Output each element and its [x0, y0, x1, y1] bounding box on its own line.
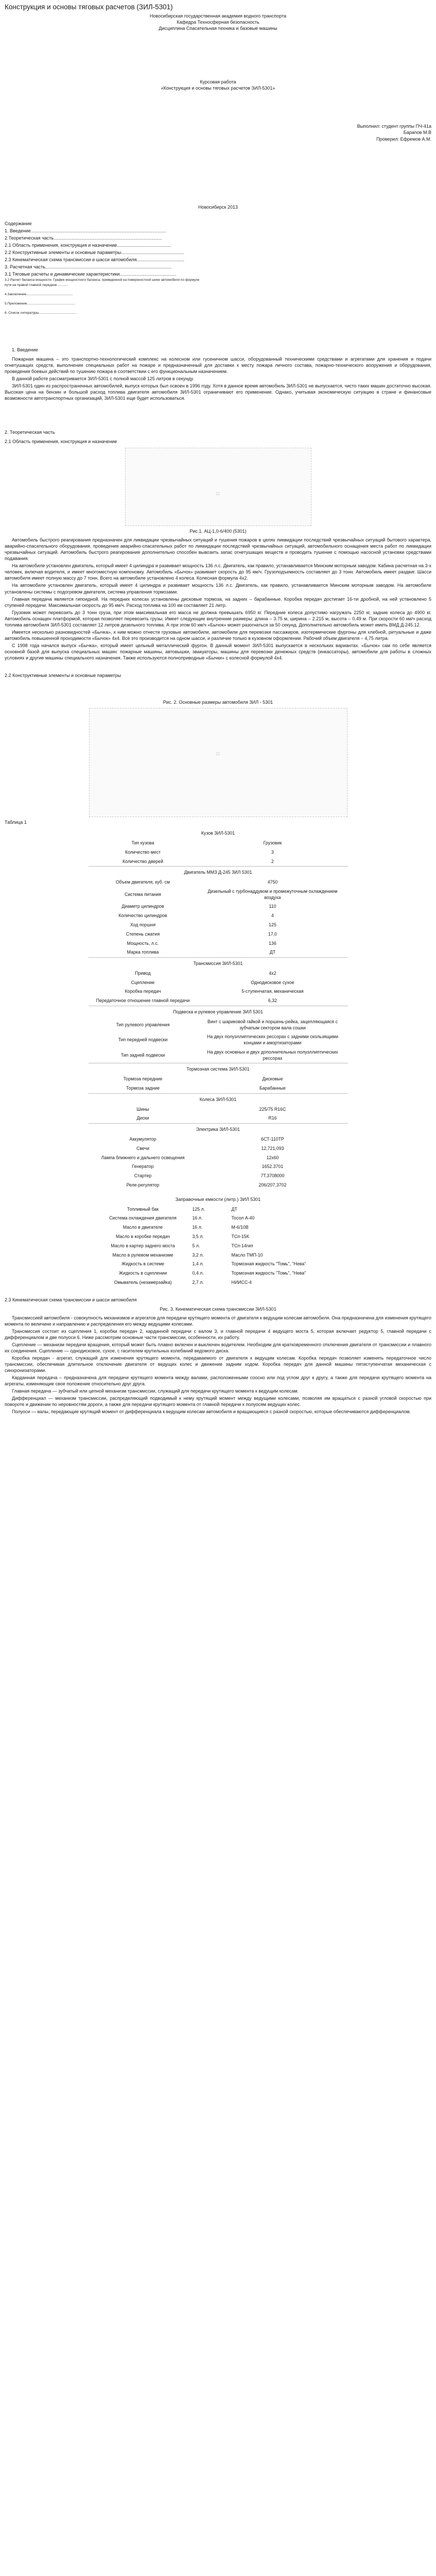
table-section-row	[89, 827, 348, 839]
table-cell-param: Мощность, л.с.	[127, 940, 159, 946]
table-cell-param: Тип задней подвески	[120, 1052, 165, 1058]
toc-item[interactable]: 2.2 Конструктивные элементы и основные параметры.................................................	[5, 249, 184, 255]
fuel-cell-quantity: 125 л.	[192, 1206, 205, 1212]
table-cell-param: Тип кузова	[131, 840, 154, 845]
table-cell-param: Диаметр цилиндров	[121, 904, 164, 909]
paragraph: Коробка передач - агрегат, служащий для изменения крутящего момента, передаваемого от двигателя к ведущим колесам. Коробка передач позволяет изменять передаточное число трансмиссии, обеспечивая длительное отключение двигателя от ведущих колес и движение задним ходом. Коробка передач для данной машины пятиступенчатая механическая с синхронизаторами.	[5, 1355, 431, 1374]
fuel-table-caption: Заправочные емкости (литр.) ЗИЛ 5301	[175, 1196, 261, 1202]
table-cell-param: Лампа ближнего и дальнего освещения	[101, 1155, 185, 1160]
section-2-1-heading: 2.1 Область применения, конструкция и назначение	[5, 439, 117, 445]
paragraph: На автомобиле установлен двигатель, который имеет 4 цилиндра и развивает мощность 136 л.с. Двигатель, как правило, устанавливается Минским моторным заводом. Кабина расчетная на 3-х человек, включая водителя, и имеет многоместную компоновку. Автомобиль «Бычок» развивает скорость до 95 км/ч. Грузоподъемность составляет до 3 тонн. Автомобиль имеет раздвиг. Шасси автомобиля имеет полную массу до 7 тонн. Всего на автомобиле установлено 4 колеса. Колесная формула 4х2.	[5, 563, 431, 581]
table-cell-param: Система питания	[125, 891, 161, 897]
table-cell-param: Привод	[135, 970, 151, 976]
table-row	[89, 987, 348, 996]
table-cell-param: Тип рулевого управления	[116, 1022, 170, 1027]
fuel-cell-quantity: 0,4 л.	[192, 1270, 204, 1276]
fuel-cell-name: Масло в двигателе	[123, 1225, 163, 1230]
fuel-cell-material: Тормозная жидкость "Томь", "Нева"	[231, 1261, 306, 1267]
table-cell-param: Коробка передач	[125, 989, 161, 994]
table-row	[89, 878, 348, 887]
fuel-cell-quantity: 5 л.	[192, 1243, 200, 1248]
section-2-2-heading: 2.2 Конструктивные элементы и основные параметры	[5, 673, 121, 679]
paragraph: Сцепление — механизм передачи вращения, который может быть плавно включен и выключен водителем. Необходим для кратковременного отключения двигателя от трансмиссии и плавного их соединения. Сцепление — однодисковое, сухое, с гасителем крутильных колебаний ведомого диска.	[5, 1342, 431, 1354]
fuel-capacity-table	[98, 1205, 339, 1287]
fuel-cell-quantity: 2,7 л.	[192, 1279, 204, 1285]
table-cell-value: 7Т.3708000	[260, 1173, 285, 1179]
toc-item[interactable]: 2.3 Кинематическая схема трансмиссии и шасси автомобиля.....................................	[5, 257, 184, 262]
table-row	[89, 1154, 348, 1163]
paragraph: На автомобиле установлен двигатель, который имеет 4 цилиндра и развивает мощность 136 л.с. Двигатель, как правило, устанавливается Минским моторным заводом. На автомобиле установлены системы с подогревом двигателя, система управления тормозами.	[5, 583, 431, 595]
toc-item[interactable]: 5.Приложение....................................................	[5, 302, 76, 306]
fuel-cell-quantity: 3,2 л.	[192, 1252, 204, 1258]
table-cell-param: Свечи	[136, 1145, 150, 1151]
paragraph: Трансмиссия состоит из сцепления 1, коробки передач 2, карданной передачи с валом 3, и главной передачи 4 ведущего моста 5, которая включает редуктор 5, главной передачи с дифференциалом и две полуоси 6. Ниже рассмотрим основные части трансмиссии, особенности, их работу.	[5, 1328, 431, 1340]
table-row	[98, 1260, 339, 1269]
table-row	[89, 969, 348, 978]
paragraph: Главная передача — зубчатый или цепной механизм трансмиссии, служащий для передачи крутящего момента к ведущим колесам.	[12, 1388, 299, 1394]
table-cell-value: 5-ступенчатая, механическая	[241, 989, 304, 994]
table-row	[89, 930, 348, 939]
table-row	[89, 921, 348, 930]
fuel-cell-name: Масло в коробке передач	[115, 1234, 170, 1240]
figure-1-image	[125, 448, 311, 526]
table-cell-param: Аккумулятор	[129, 1136, 156, 1142]
fuel-cell-material: НИИСС-4	[231, 1279, 252, 1285]
table-of-contents	[5, 221, 431, 316]
table-section-row	[89, 1006, 348, 1018]
figure-3-caption: Рис. 3. Кинематическая схема трансмиссии ЗИЛ-5301	[160, 1306, 276, 1312]
table-cell-value: Барабанные	[259, 1086, 286, 1091]
org-line: Кафедра Техносферная безопасность	[177, 20, 259, 25]
table-row	[89, 1032, 348, 1048]
table-row	[98, 1232, 339, 1242]
table-section-title: Кузов ЗИЛ-5301	[201, 831, 235, 836]
table-row	[89, 1162, 348, 1172]
table-row	[98, 1278, 339, 1287]
toc-item[interactable]: 3. Расчетная часть..................................................................................................	[5, 264, 172, 269]
toc-item[interactable]: 6. Список литературы.........................................	[5, 311, 77, 315]
table-section-row	[89, 1063, 348, 1075]
table-cell-param: Объем двигателя, куб. см	[115, 879, 170, 885]
table-cell-value: 6,32	[268, 998, 277, 1004]
figure-2-caption: Рис. 2. Основные размеры автомобиля ЗИЛ - 5301	[163, 700, 273, 705]
table-cell-param: Количество цилиндров	[118, 913, 167, 919]
fuel-cell-name: Масло в картер заднего моста	[111, 1243, 175, 1248]
table-row	[89, 1075, 348, 1084]
toc-label: Содержание	[5, 221, 32, 226]
fuel-cell-material: Масло ТМП-10	[231, 1252, 263, 1258]
table-cell-value: 206/207.3702	[258, 1182, 287, 1188]
fuel-cell-name: Жидкость в системе	[121, 1261, 165, 1267]
section-2-3-heading: 2.3 Кинематическая схема трансмиссии и шасси автомобиля	[5, 1297, 137, 1302]
table-section-row	[89, 1093, 348, 1105]
table-cell-param: Тормоза передние	[123, 1076, 163, 1082]
table-row	[89, 939, 348, 948]
fuel-cell-name: Омыватель (незамерзайка)	[114, 1279, 172, 1285]
fuel-cell-quantity: 3,5 л.	[192, 1234, 204, 1240]
table-cell-param: Степень сжатия	[126, 931, 160, 937]
table-row	[89, 839, 348, 848]
table-row	[98, 1269, 339, 1278]
paragraph: Автомобиль быстрого реагирования предназначен для ликвидации чрезвычайных ситуаций и тушения пожаров в целях ликвидации последствий чрезвычайных ситуаций бытового характера, аварийно-спасательного оборудования, проведения аварийно-спасательных работ по ликвидации последствий чрезвычайных ситуаций, автомобильного оснащения места работ по ликвидации чрезвычайных ситуаций. Автомобиль быстрого реагирования дополнительно способен вывозить запас огнетушащих веществ и проводить тушение с помощью насосной установки средствами подавания.	[5, 537, 431, 562]
paragraph: В данной работе рассматривается ЗИЛ-5301 с полной массой 125 литров в секунду.	[12, 376, 194, 381]
table-row	[89, 1172, 348, 1181]
toc-item[interactable]: 1. Введение.........................................................................................................	[5, 228, 166, 233]
table-cell-value: 4750	[267, 879, 278, 885]
paragraph: ЗИЛ-5301 один из распространенных автомобилей, выпуск которых был освоен в 1996 году. Хотя в данное время автомобиль ЗИЛ-5301 не выпускается, чисто таких машин достаточно высокая. Высокая цена на бензин и большой расход топлива двигателя автомобиля ЗИЛ-5301 ограничивают его применение. Однако, учитывая экономическую ситуацию в стране и финансовые возможности автотранспортных организаций, ЗИЛ-5301 еще будет использоваться.	[5, 383, 431, 401]
table-row	[89, 911, 348, 921]
table-row	[98, 1214, 339, 1223]
table-cell-param: Ход поршня	[130, 922, 156, 927]
paragraph: Имеется несколько разновидностей «Бычка», к ним можно отнести грузовые автомобили, автомобили для перевозки пассажиров, изотермические фургоны для хлебной, ритуальные и даже автомобиль повышенной проходимости «Бычок» 4x4. Всё это производится на одном шасси, и различие только в кузовном оформлении. Рабочий объем двигателя – 4,75 литра.	[5, 629, 431, 641]
table-cell-value: Грузовик	[263, 840, 282, 845]
table-cell-param: Марка топлива	[127, 950, 159, 955]
table-cell-param: Реле-регулятор	[126, 1182, 160, 1188]
table-cell-value: Дизельный с турбонаддувом и промежуточным охлаждением воздуха	[207, 888, 338, 900]
table-row	[98, 1205, 339, 1214]
fuel-cell-material: М-6/10В	[231, 1225, 249, 1230]
table-cell-param: Диски	[136, 1115, 149, 1121]
table-section-row	[89, 1124, 348, 1135]
org-line: Дисциплина Спасательная техника и базовые машины	[159, 26, 277, 31]
paragraph: Грузовик может перевозить до 3 тонн груза, при этом максимальная его масса не должна превышать 6950 кг. Передние колеса допустимо нагружать 2250 кг, задние колеса до 4900 кг. Автомобиль оснащен платформой, которая позволяет перевозить грузы. Имеет следующие внутренние размеры: длина – 3.75 м, ширина – 2.215 м, высота – 0.49 м. При скорости 60 км/ч расход топлива автомобиля ЗИЛ-5301 составляет 12 литров дизельного топлива. А при этом 60 км/ч «Бычок» может разогнаться за 50 секунд. Дополнительно автомобиль может иметь ВМД Д-245.12.	[5, 609, 431, 628]
table-section-title: Тормозная система ЗИЛ-5301	[89, 1063, 348, 1075]
table-row	[89, 1144, 348, 1154]
work-topic: «Конструкция и основы тяговых расчетов ЗИЛ-5301»	[161, 86, 275, 91]
fuel-cell-quantity: 16 л.	[192, 1225, 203, 1230]
toc-item[interactable]: 2.1 Область применения, конструкция и назначение..........................................	[5, 242, 171, 248]
table-section-row	[89, 958, 348, 969]
table-row	[98, 1251, 339, 1260]
toc-item[interactable]: 3.2 Расчет баланса мощности. График мощностного баланса, приведенной на поверхностной шине автомобиля по формуле	[5, 278, 200, 282]
table-cell-value: 12х60	[266, 1155, 279, 1160]
table-cell-value: 225/75 R16С	[259, 1106, 286, 1112]
table-section-title: Двигатель ММЗ Д-245 ЗИЛ 5301	[89, 867, 348, 878]
table-row	[89, 1105, 348, 1114]
figure-placeholder: □	[216, 751, 220, 757]
table-cell-value: 4x2	[269, 970, 276, 976]
table-cell-param: Тормоза задние	[126, 1086, 160, 1091]
fuel-cell-material: Тормозная жидкость "Томь", "Нева"	[231, 1270, 306, 1276]
table-cell-value: 3	[271, 849, 274, 855]
table-section-row	[89, 867, 348, 878]
table-cell-param: Количество дверей	[123, 858, 163, 864]
table-section-title: Колеса ЗИЛ-5301	[89, 1093, 348, 1105]
figure-1-caption: Рис.1. АЦ-1,0-6/400 (5301)	[189, 529, 247, 534]
city-year: Новосибирск 2013	[198, 204, 238, 210]
fuel-cell-name: Жидкость в сцеплении	[118, 1270, 167, 1276]
table-row	[89, 996, 348, 1006]
table-cell-value: 2	[271, 858, 274, 864]
toc-item[interactable]: пути на правой главной передаче ...........	[5, 283, 68, 287]
fuel-cell-quantity: 16 л.	[192, 1215, 203, 1221]
table-cell-value: 12,721,093	[261, 1145, 284, 1151]
authors-block	[5, 123, 431, 142]
table-cell-value: 110	[269, 904, 276, 909]
table-row	[89, 1181, 348, 1190]
table-cell-value: Однодисковое сухое	[251, 979, 294, 985]
table-cell-param: Генератор	[132, 1164, 154, 1170]
toc-item[interactable]: 3.1 Тяговые расчеты и динамические характеристики............................................	[5, 271, 177, 277]
table-row	[89, 1135, 348, 1144]
table-cell-param: Тип передней подвески	[118, 1037, 168, 1043]
table-section-title: Трансмиссия ЗИЛ-5301	[89, 958, 348, 969]
table-1-label: Таблица 1	[5, 820, 27, 825]
toc-item[interactable]: 4.Заключение..................................................	[5, 293, 73, 297]
table-cell-param: Сцепление	[131, 979, 155, 985]
table-row	[89, 887, 348, 903]
table-cell-param: Стартер	[134, 1173, 152, 1179]
fuel-cell-name: Масло в рулевом механизме	[112, 1252, 173, 1258]
toc-item[interactable]: 2.Теоретическая часть....................................................................................	[5, 235, 162, 241]
table-cell-value: На двух основных и двух дополнительных полуэллиптических рессорах	[207, 1049, 338, 1061]
paragraph: Дифференциал — механизм трансмиссии, распределяющий подводимый к нему крутящий момент между ведущими колесами, позволяя им вращаться с разной угловой скоростью при повороте и движении по неровностям дороги, а также для передачи крутящего момента от главной передачи к полуосям ведущих колес.	[5, 1396, 431, 1408]
table-cell-value: 136	[269, 940, 276, 946]
table-row	[98, 1242, 339, 1251]
table-row	[89, 1084, 348, 1093]
fuel-cell-material: Тосол А-40	[231, 1215, 255, 1221]
table-cell-value: Винт с шариковой гайкой и поршень-рейка, зацепляющаяся с зубчатым сектором вала сошки	[207, 1019, 338, 1030]
fuel-cell-name: Топливный бак	[127, 1206, 159, 1212]
table-cell-value: R16	[268, 1115, 277, 1121]
table-cell-value: 1652.3701	[261, 1164, 284, 1170]
table-row	[89, 1018, 348, 1033]
fuel-cell-quantity: 1,4 л.	[192, 1261, 204, 1267]
table-cell-value: 6СТ-110ТР	[261, 1136, 284, 1142]
work-type: Курсовая работа	[200, 79, 236, 85]
table-row	[89, 1114, 348, 1123]
fuel-cell-material: ТСп-14гип	[231, 1243, 253, 1248]
checker: Проверил: Ефремов А.М.	[376, 136, 431, 142]
org-line: Новосибирская государственная академия водного транспорта	[149, 13, 287, 19]
performer-name: Бараnов М.В	[403, 130, 431, 135]
paragraph: Пожарная машина – это транспортно-технологический комплекс на колесном или гусеничном шасси, оборудованный техническими средствами и агрегатами для хранения и подачи огнетушащих средств, выполнения специальных работ на пожаре и предназначенный для доставки к месту пожара личного состава, пожарно-технического вооружения и оборудования, проведения боевых действий по тушению пожара в соответствии с его функциональным назначением.	[5, 356, 431, 374]
theory-heading: 2. Теоретическая часть	[5, 429, 55, 435]
figure-2-image	[89, 708, 347, 817]
table-cell-param: Передаточное отношение главной передачи	[96, 998, 190, 1004]
table-cell-value: 4	[271, 913, 274, 919]
table-cell-param: Количество мест	[125, 849, 161, 855]
table-row	[89, 948, 348, 957]
table-cell-value: На двух полуэллиптических рессорах с задними скользящими концами и амортизаторами	[206, 1034, 339, 1046]
table-cell-value: 17,0	[268, 931, 277, 937]
table-row	[89, 848, 348, 857]
paragraph: Карданная передача – предназначена для передачи крутящего момента между валами, расположенными соосно или под углом друг к другу, а также для передачи крутящего момента на агрегаты, изменяющие свое положение относительно друг друга.	[5, 1375, 431, 1387]
table-row	[98, 1223, 339, 1232]
table-cell-value: ДТ	[269, 950, 276, 955]
table-section-title: Электрика ЗИЛ-5301	[89, 1124, 348, 1135]
table-row	[89, 1048, 348, 1063]
performer: Выполнил: студент группы ПЧ-41а	[357, 124, 431, 129]
fuel-cell-material: ДТ	[231, 1206, 237, 1212]
table-cell-value: 125	[269, 922, 276, 927]
figure-placeholder: □	[216, 491, 220, 497]
work-block	[5, 79, 431, 91]
paragraph: Трансмиссией автомобиля - совокупность механизмов и агрегатов для передачи крутящего момента от двигателя к ведущим колесам автомобиля. Она предназначена для изменения крутящего момента по величине и направлению и распределения его между ведущими колесами.	[5, 1315, 431, 1327]
paragraph: С 1998 года начался выпуск «Бычка», который имеет цельный металлический фургон. В данный момент ЗИЛ-5301 выпускается в нескольких вариантах. «Бычок» сам по себе является основной базой для выпуска специальных машин: пожарные машины, автовышки, эвакуаторы, машины для перевозки денежных средств (инкассаторы), автомобили для работы в сложных условиях и другие машины специального назначения. Также используются полноприводные «Бычки» с колесной формулой 4x4.	[5, 642, 431, 660]
table-row	[89, 902, 348, 911]
paragraph: Полуоси — валы, передающие крутящий момент от дифференциала к ведущим колесам автомобиля и вращающиеся с разной скоростью, которые обеспечиваются дифференциалом.	[12, 1409, 411, 1415]
intro-heading: 1. Введение	[12, 347, 38, 352]
document-title: Конструкция и основы тяговых расчетов (ЗИЛ-5301)	[5, 3, 173, 11]
specs-table	[89, 827, 348, 1190]
table-cell-param: Шины	[136, 1106, 149, 1112]
org-block	[5, 13, 431, 31]
fuel-cell-material: ТСп-15К	[231, 1234, 249, 1240]
table-cell-value: Дисковые	[262, 1076, 283, 1082]
table-section-title: Подвеска и рулевое управление ЗИЛ 5301	[89, 1006, 348, 1018]
table-row	[89, 857, 348, 867]
table-row	[89, 978, 348, 988]
paragraph: Главная передача является гипоидной. На передних колесах установлены дисковые тормоза, на задних – барабанные. Коробка передач достигает 16-ти дробной, на ней установлено 5 ступеней передачи. Максимальная скорость до 95 км/ч. Расход топлива на 100 км составляет 21 литр.	[5, 596, 431, 608]
fuel-cell-name: Система охлаждения двигателя	[109, 1215, 177, 1221]
